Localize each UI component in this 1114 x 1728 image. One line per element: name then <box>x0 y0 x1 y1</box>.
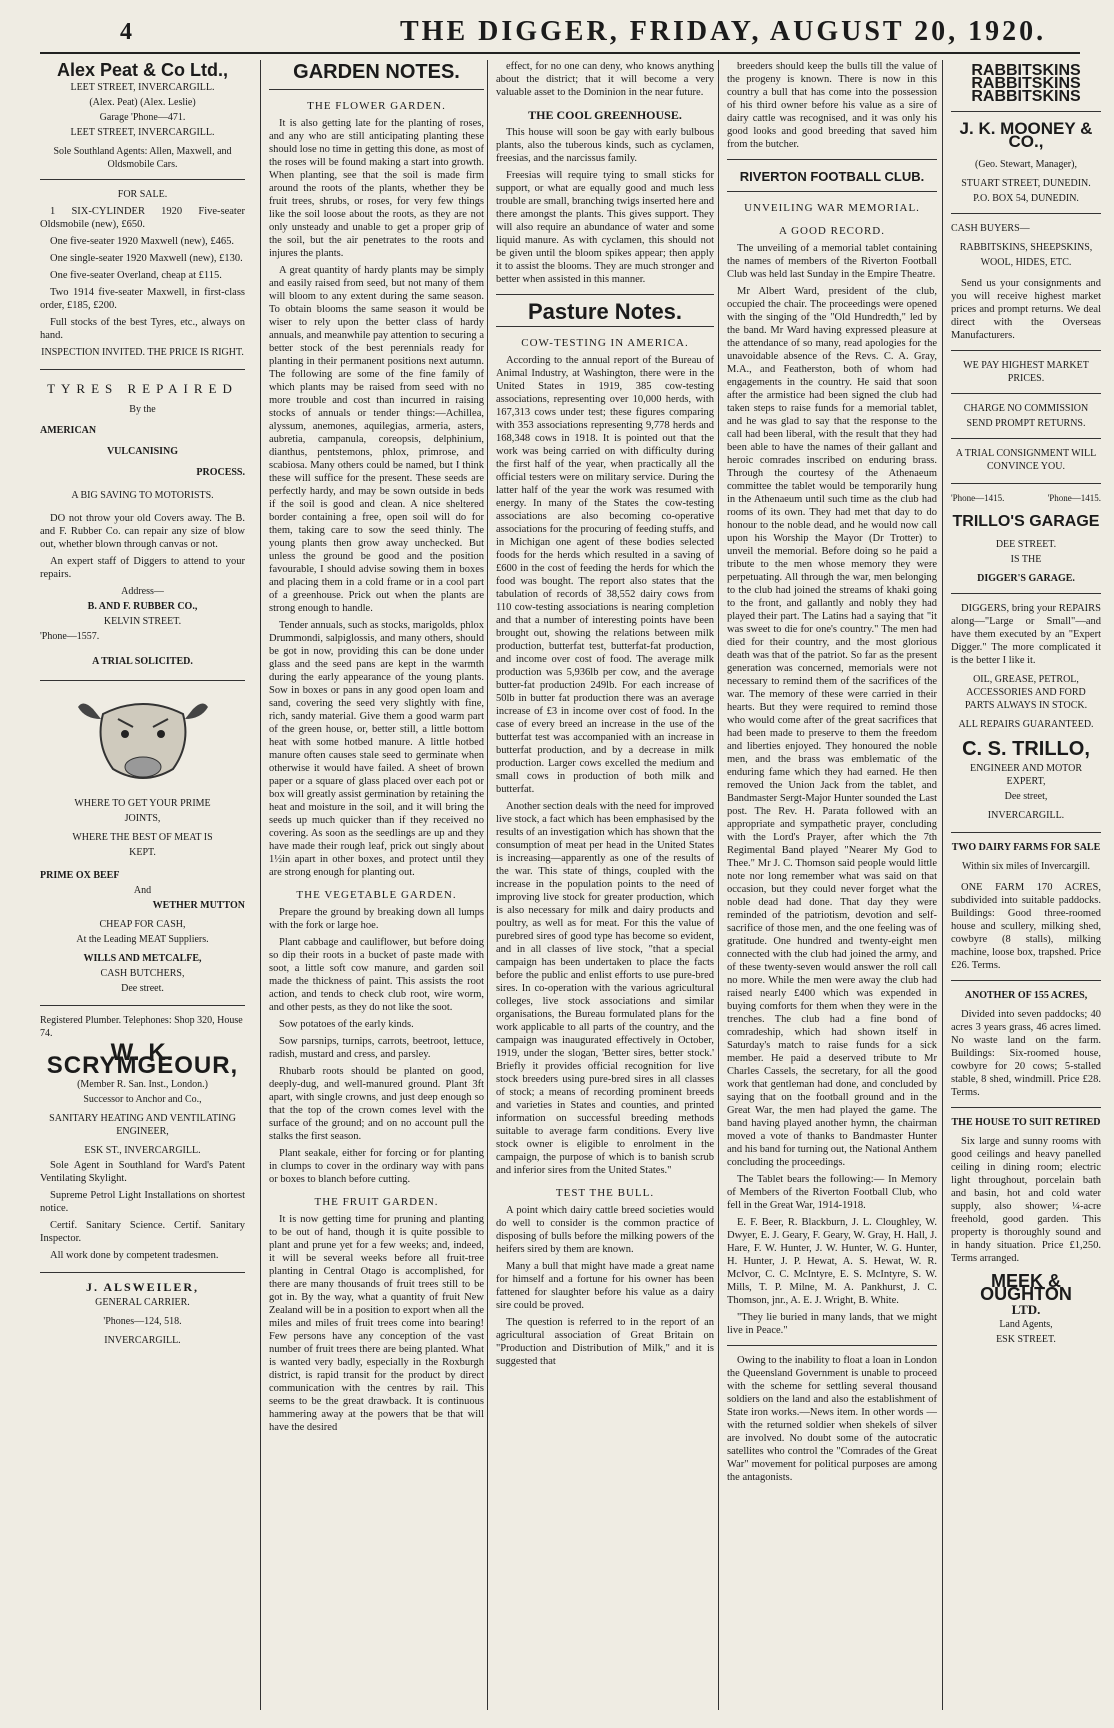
paragraph: Mr Albert Ward, president of the club, occupied the chair. The proceedings were opened with the singing of the "Old Hundredth," led by the band. Mr Ward having expressed pleasure at the attendance of so many, read apologies for the unavoidable absence of the Revs. C. A. Gray, M.A., and Featherston, both of whom had engagements in the country. He said that soon after the armistice had been signed the club had taken steps to raise funds for a memorial tablet, and he was glad to say that the response to the call had been liberal, with the result that they had been able to have the names of their gallant and heroic comrades inscribed on enduring brass. Through the courtesy of the Athenaeum committee the tablet would be temporarily hung in the Athenaeum until such time as the club had rooms of its own. They had met that day to do honour to the noble dead, and he would now call upon his Worship the Mayor (Dr Trotter) to unveil the memorial. Before doing so he paid a tribute to the men whose memory they were perpetuating. All through the war, men belonging to the club had joined the streams of khaki going to the front, and gallantly and nobly they had played their part. The Latins had a saying that "it was sweet to die for one's country." The men had died for their country, and the most glorious death was that of the patriot. So far as the present generation was concerned, memorials were not necessary to remind them of the sacrifices of the war. The memory of these were carried in their hearts. But they were required to remind those who would come after of the great sacrifices that had been made to preserve to them the freedom and liberties enjoyed. They honoured the noble men, and the brass was emblematic of the enduring fame which they had earned. He then removed the Union Jack from the tablet, and Bandmaster Sergt-Major Hunter sounded the Last post. The Rev. H. Parata followed with an appropriate and sympathetic prayer, concluding with the Lord's Prayer, after which the 7th Regimental Band played "Nearer My God to Thee." Mr J. C. Thomson said people would little note nor long remember what was said on that occasion, but they could never forget what the noble dead had done. That day they were reminded of the patriotism, devotion and self-sacrifice of those men, and the one feeling was of gratitude. One hundred and twenty-eight men connected with the club had joined the army, and of these twenty-seven would answer the roll call no more. While the men were away the club had raised nearly £400 which was expended in buying comforts for them when they were in the trenches. The club had a fine bond of comradeship, which had shown itself in Saturday's match to raise funds for a sick member. He paid a deserved tribute to Mr Charles Cassels, the secretary, for all the good work that gentleman had done, and concluded by saying that on the football ground and in the Great War, the men had played the game. The band having played another hymn, the chairman moved a vote of thanks to Bandmaster Hunter and his band for turning out, the National Anthem concluding the proceedings. <box>727 286 937 1168</box>
ad-line: Garage 'Phone—471. <box>99 112 186 123</box>
ad-line: (Alex. Peat) (Alex. Leslie) <box>89 97 196 108</box>
page-number: 4 <box>120 18 132 45</box>
ad-scrymgeour <box>40 1014 245 1262</box>
ad-line: DEE STREET. <box>995 539 1057 550</box>
ad-body: Certif. Sanitary Science. Certif. Sanitary Inspector. <box>40 1220 245 1244</box>
ad-line: CASH BUTCHERS, <box>100 968 185 979</box>
ad-body: DIGGERS, bring your REPAIRS along—"Large or Small"—and have them executed by an "Expert Digger." The more complicated it is the better I like it. <box>951 603 1101 666</box>
ad-line: CHARGE NO COMMISSION <box>963 403 1089 414</box>
ad-line: RABBITSKINS <box>971 62 1081 79</box>
sale-item: Two 1914 five-seater Maxwell, in first-class order, £185, £200. <box>40 287 245 311</box>
ad-line: Dee street, <box>1004 791 1048 802</box>
ad-line: INSPECTION INVITED. THE PRICE IS RIGHT. <box>41 347 244 358</box>
ad-line: 'Phone—1415. <box>951 493 1005 503</box>
subheading: TEST THE BULL. <box>555 1187 655 1199</box>
ad-line: GENERAL CARRIER. <box>95 1297 190 1308</box>
paragraph: Many a bull that might have made a great name for himself and a fortune for his owner has been fattened for slaughter before his value as a dairy sire could be proved. <box>496 1261 714 1311</box>
subheading: THE FRUIT GARDEN. <box>314 1196 439 1208</box>
ad-body: All work done by competent tradesmen. <box>50 1250 219 1261</box>
ad-line: WHERE THE BEST OF MEAT IS <box>72 832 213 843</box>
sale-item: 1 SIX-CYLINDER 1920 Five-seater Oldsmobile (new), £650. <box>40 206 245 230</box>
paragraph: "They lie buried in many lands, that we might live in Peace." <box>727 1312 937 1336</box>
ad-line: WE PAY HIGHEST MARKET PRICES. <box>963 360 1089 384</box>
ad-line: OIL, GREASE, PETROL, ACCESSORIES AND FORD PARTS ALWAYS IN STOCK. <box>964 674 1088 711</box>
ad-line: LEET STREET, INVERCARGILL. <box>70 127 215 138</box>
ad-line: LTD. <box>1011 1302 1041 1317</box>
paragraph: Plant seakale, either for forcing or for planting in clumps to cover in the ordinary way with pans or boxes to blanch before cutting. <box>269 1148 484 1185</box>
ad-line: A TRIAL CONSIGNMENT WILL CONVINCE YOU. <box>955 448 1097 472</box>
subheading: A GOOD RECORD. <box>779 225 885 237</box>
ad-line: (Geo. Stewart, Manager), <box>975 159 1077 170</box>
ad-line: And <box>133 885 152 896</box>
ad-title: Alex Peat & Co Ltd., <box>56 60 229 80</box>
paragraph: Freesias will require tying to small sticks for support, or what are equally good and much less trouble are small, branching twigs inserted here and there amongst the plants. This gives support. They will also require an abundance of water and some liquid manure. As with cyclamen, this should not be given until the bloom spikes appear; then apply it to assist the blooms. They are much stronger and better when assisted in this manner. <box>496 170 714 285</box>
ad-line: Sole Southland Agents: Allen, Maxwell, and Oldsmobile Cars. <box>53 146 232 170</box>
ox-head-icon <box>73 689 213 789</box>
ad-body: Sole Agent in Southland for Ward's Patent Ventilating Skylight. <box>40 1160 245 1184</box>
subheading: THE FLOWER GARDEN. <box>307 100 446 112</box>
ad-line: VULCANISING <box>106 446 179 457</box>
ad-alsweiler <box>40 1281 245 1347</box>
paragraph: A point which dairy cattle breed societies would do well to consider is the common practice of disposing of bulls before the milking powers of the heifers sired by them are known. <box>496 1205 714 1255</box>
paragraph: Sow parsnips, turnips, carrots, beetroot, lettuce, radish, mustard and cress, and parsley. <box>269 1036 484 1060</box>
ad-line: WILLS AND METCALFE, <box>83 953 202 964</box>
ad-line: KELVIN STREET. <box>103 616 182 627</box>
ad-line: WOOL, HIDES, ETC. <box>980 257 1072 268</box>
ad-line: Dee street. <box>121 983 164 994</box>
paragraph: The unveiling of a memorial tablet containing the names of members of the Riverton Football Club was held last Sunday in the Empire Theatre. <box>727 243 937 280</box>
ad-line: JOINTS, <box>124 813 161 824</box>
ad-line: Land Agents, <box>999 1319 1053 1330</box>
paragraph: The question is referred to in the report of an agricultural association of Great Britain on "Production and Distribution of Milk," and it is suggested that <box>496 1317 714 1367</box>
ad-line: Within six miles of Invercargill. <box>962 861 1090 872</box>
paragraph: Another section deals with the need for improved live stock, a fact which has been emphasised by the results of an investigation which has shown that the consumption of meat per head in the United States is increasing—apparently as one of the results of the war. This state of things, coupled with the increase in the population points to the need of improving live stock for greater production, which is also necessary for milk and dairy products and poultry, as well as for meat. For this the value of purebred sires of good type has become so evident, and in all classes of live stock, "that a special campaign has been undertaken to place the facts before the public and enlist efforts to use pure-bred sires. In co-operation with the various agricultural colleges, live stock associations and similar organisations, the Bureau formulated plans for the work applicable to all parts of the country, and the campaign was inaugurated effectively in October, 1919, under the slogan, 'Better sires, better stock.' Briefly it provides official recognition for live stock breeders using pure-bred sires in all classes of stock; a means of recording prominent breeds and varieties in States and counties, and printed information on successful breeding methods suitable to average farm conditions. Every live stock owner is eligible to enrolment in the campaign, the purpose of which is to banish scrub and inferior sires from the United States." <box>496 801 714 1176</box>
ad-title: W. K. SCRYMGEOUR, <box>46 1039 239 1079</box>
paragraph: It is also getting late for the planting of roses, and any who are still anticipating planting these should lose no time in getting this done, as most of the roses will be found making a start into growth. When planting, see that the soil is made firm around the roots of the plants, whether they be fruit trees, shrubs, or roses, for very few things like the soil loose about the roots, as they are not only unsteady and unable to get a proper grip of the soil, but the air penetrates to the roots and injures the plants. <box>269 118 484 259</box>
ad-butchers <box>40 689 245 995</box>
ad-line: FOR SALE. <box>117 189 168 200</box>
ad-line: THE HOUSE TO SUIT RETIRED <box>951 1117 1101 1128</box>
ad-line: At the Leading MEAT Suppliers. <box>76 934 209 945</box>
ad-title: C. S. TRILLO, <box>962 738 1090 760</box>
ad-line: PROCESS. <box>196 467 245 478</box>
paragraph: Rhubarb roots should be planted on good, deeply-dug, and well-manured ground. Plant 3ft apart, with single crowns, and just deep enough so that the top of the crown comes level with the surface of the ground; and on no account pull the stalks the first season. <box>269 1066 484 1142</box>
subheading: THE COOL GREENHOUSE. <box>528 108 682 122</box>
paragraph: effect, for no one can deny, who knows anything about the district; that it will become a very valuable asset to the Dominion in the near future. <box>496 61 714 98</box>
ad-line: STUART STREET, DUNEDIN. <box>961 178 1091 189</box>
ad-line: SANITARY HEATING AND VENTILATING ENGINEER, <box>49 1113 236 1137</box>
ad-line: A BIG SAVING TO MOTORISTS. <box>71 490 214 501</box>
paragraph: Tender annuals, such as stocks, marigolds, phlox Drummondi, salpiglossis, and many others, should be got in now, providing this can be done under glass and the seed pans are kept in the warmth during the early appearance of the young plants. Sow in boxes or pans in any good open loam and sand, covering the seed very slightly with fine, rich, sandy material. Give them a good warm part of the green house, or, better still, a little bottom heat with some hotbed manure. A little hotbed manure often causes stale seed to germinate when otherwise it would have failed. A sheet of brown paper or a square of glass placed over each pot or box will greatly assist germination by retaining the heat and moisture in the soil, and it will bring the seeds up much quicker than if they received no covering. As soon as the seedlings are up and they have made their rough leaf, prick out singly about 1½in apart in other boxes, and protect until they are strong enough for planting out. <box>269 620 484 878</box>
ad-line: DIGGER'S GARAGE. <box>977 573 1075 584</box>
paragraph: breeders should keep the bulls till the value of the progeny is known. There is now in this country a bull that has come into the possession of his third owner before his value as a sire of dairy cattle was recognised, and it was only his good looks and good breeding that saved him from the butcher. <box>727 61 937 150</box>
ad-line: By the <box>129 404 156 415</box>
paragraph: E. F. Beer, R. Blackburn, J. L. Cloughley, W. Dwyer, E. J. Geary, F. Geary, W. Gray, H. Hall, J. Hare, F. W. Hunter, J. W. Hunter, W. G. Hunter, H. Hunter, J. P. Hewat, A. S. Hewat, W. R. McIvor, C. C. McIntyre, E. S. McIntyre, S. W. Mills, T. P. Milne, M. A. Pankhurst, J. C. Thomson, jnr., A. E. J. Wright, B. White. <box>727 1217 937 1306</box>
section-title: Pasture Notes. <box>527 299 683 324</box>
column-2 <box>260 60 484 1710</box>
ad-line: ESK STREET. <box>996 1334 1056 1345</box>
ad-body: Send us your consignments and you will receive highest market prices and prompt returns. We deal direct with the Overseas Manufacturers. <box>951 278 1101 341</box>
ad-line: WETHER MUTTON <box>152 900 245 911</box>
ad-line: 'Phone—1557. <box>40 631 100 642</box>
section-title: GARDEN NOTES. <box>293 61 460 83</box>
paragraph: According to the annual report of the Bureau of Animal Industry, at Washington, there were in the United States in 1919, 385 cow-testing associations, representing over 10,000 herds, with 167,313 cows under test; these figures comparing with 353 associations representing 9,778 herds and 168,348 cows in 1918. It is pointed out that the work was being carried on with difficulty during the first half of the year, when practically all the official testers were on military service. During the latter half of the year the work was resumed with energy. In many of the States the cow-testing associations are also becoming co-operative associations for the procuring of feeding stuffs, and in Michigan one agent of these bodies selected foods for the herds which resulted in a saving of £600 in the cost of feeding the herds for which the food was bought. The report also states that the tabulation of records of 38,552 dairy cows from 110 cow-testing associations is nearing completion and that a number of interesting points have been brought out, showing the relations between milk production, butterfat test, butterfat-fat production, and income over cost of food. The average milk production was 5,936lb per cow, and the average butter-fat production 249lb. For each increase of 50lb in butter fat production there was an average increase of £3 in income over cost of food. In the case of every breed an increase in the use of the butterfat test was accompanied with an increase in butterfat production, and by a decrease in milk production. Larger cows excelled the medium and small cows in production of both milk and butterfat. <box>496 355 714 795</box>
ad-line: ENGINEER AND MOTOR EXPERT, <box>969 763 1083 787</box>
sale-item: One five-seater 1920 Maxwell (new), £465. <box>50 236 234 247</box>
ad-line: KEPT. <box>129 847 156 858</box>
paragraph: Plant cabbage and cauliflower, but before doing so dip their roots in a bucket of paste made with soot, a little soft cow manure, and garden soil made the thickness of paint. This assists the root action, and tends to check club root, wire worm, and other pests, as they do not like the soot. <box>269 937 484 1013</box>
column-1 <box>40 60 245 1710</box>
ad-title: J. K. MOONEY & CO., <box>959 119 1093 151</box>
ad-body: An expert staff of Diggers to attend to your repairs. <box>40 556 245 580</box>
sale-item: One five-seater Overland, cheap at £115. <box>50 270 222 281</box>
subheading: THE VEGETABLE GARDEN. <box>296 889 457 901</box>
masthead <box>40 12 1080 54</box>
ad-body: Six large and sunny rooms with good ceilings and heavy panelled ceiling in dining room; electric light throughout, porcelain bath and basin, hot and cold water supply, also shower; ¼-acre freehold, good garden. This property is thoroughly sound and in handy situation. Price £1,250. Terms arranged. <box>951 1136 1101 1264</box>
paragraph: Sow potatoes of the early kinds. <box>279 1019 414 1030</box>
ad-body: ONE FARM 170 ACRES, subdivided into suitable paddocks. Buildings: Good three-roomed house and scullery, milking shed, cowbyre (8 stalls), milking machine, loose box, trapshed. Price £26. Terms. <box>951 882 1101 971</box>
ad-line: TYRES REPAIRED <box>47 381 238 396</box>
column-4 <box>718 60 937 1710</box>
ad-body: DO not throw your old Covers away. The B. and F. Rubber Co. can repair any size of blow out, whether blown through canvas or not. <box>40 513 245 550</box>
paragraph: It is now getting time for pruning and planting to be out of hand, though it is quite possible to plant and prune yet for a few weeks; and, indeed, it will be several weeks before all fruit-tree planting in Central Otago is accomplished, for there are many thousands of fruit trees still to be got in. By the way, what a quantity of fruit New Zealand will be in a position to export when all the miles and miles of fruit trees come into bearing! Few persons have any conception of the vast number of fruit trees there are being planted. What is wanted very badly, especially in the Roxburgh district, is rapid transit for the product by direct communication with the centres by rail. This seems to be the great drawback. It is continuous hammering away at the powers that be that will have the desired <box>269 1214 484 1433</box>
ad-trillo <box>951 492 1101 822</box>
ad-body: Divided into seven paddocks; 40 acres 3 years grass, 46 acres limed. No waste land on the farm. Buildings: Six-roomed house, cowbyre for 20 cows; 5-stalled stable, 8 shed, windmill. Price £28. Terms. <box>951 1009 1101 1098</box>
ad-tyres <box>40 382 245 668</box>
ad-line: LEET STREET, INVERCARGILL. <box>70 82 215 93</box>
ad-line: ANOTHER OF 155 ACRES, <box>964 990 1088 1001</box>
ad-line: INVERCARGILL. <box>987 810 1065 821</box>
sale-item: One single-seater 1920 Maxwell (new), £130. <box>50 253 243 264</box>
ad-line: SEND PROMPT RETURNS. <box>966 418 1086 429</box>
ad-line: RABBITSKINS <box>971 88 1081 105</box>
section-title: RIVERTON FOOTBALL CLUB. <box>739 169 925 184</box>
ad-line: ESK ST., INVERCARGILL. <box>84 1145 201 1156</box>
column-5 <box>942 60 1101 1710</box>
ad-line: RABBITSKINS <box>971 75 1081 92</box>
paragraph: Owing to the inability to float a loan in London the Queensland Government is unable to proceed with the scheme for settling several thousand soldiers on the land and also the establishment of State iron works.—News item. In other words — with the returned soldier when shekels of silver are involved. No doubt some of the autocratic satellites who control the "Comrades of the Great War" movement for political purposes are among the antagonists. <box>727 1355 937 1483</box>
ad-body: Supreme Petrol Light Installations on shortest notice. <box>40 1190 245 1214</box>
ad-line: A TRIAL SOLICITED. <box>92 656 193 667</box>
ad-line: ALL REPAIRS GUARANTEED. <box>958 719 1094 730</box>
paragraph: Prepare the ground by breaking down all lumps with the fork or large hoe. <box>269 907 484 931</box>
paragraph: A great quantity of hardy plants may be simply and easily raised from seed, but not many of them will bloom to any extent during the same season. To obtain blooms the same season it would be wiser to rely upon the better class of hardy annuals, and meanwhile pay attention to securing a better stock of the best perennials ready for planting in their permanent positions next autumn. The following are some of the fine family of which plants may be raised from seed with no more trouble and cost than incurred in raising stocks of annuals or tender things:—Achillea, alyssum, anemones, aquilegias, armeria, asters, aubretia, campanula, coreopsis, delphinium, dianthus, pentstemons, phlox, primrose, and scabiosa. Many others could be named, but I think these will suffice for the present. These seeds are perfectly hardy, and may be sown outside in beds if the soil is good and clean. A nice sheltered border containing a free, open soil will do for them, taking care to sow the seed thinly. The young plants then grow away unchecked. But unless the ground be good and the position favourable, I should advise sowing them in boxes and placing them in a cold frame or in a cool part of a greenhouse. Prick out when the plants are strong enough to handle. <box>269 265 484 614</box>
sale-item: Full stocks of the best Tyres, etc., always on hand. <box>40 317 245 341</box>
ad-line: IS THE <box>1010 554 1042 565</box>
ad-line: AMERICAN <box>40 425 97 436</box>
ad-title: TWO DAIRY FARMS FOR SALE <box>951 842 1101 853</box>
ad-title: MEEK & OUGHTON <box>980 1271 1072 1304</box>
ad-title: TRILLO'S GARAGE <box>952 513 1100 530</box>
paragraph: The Tablet bears the following:— In Memory of Members of the Riverton Football Club, who fell in the Great War, 1914-1918. <box>727 1174 937 1211</box>
subheading: COW-TESTING IN AMERICA. <box>521 337 689 349</box>
ad-line: Registered Plumber. Telephones: Shop 320, House 74. <box>40 1015 243 1039</box>
ad-line: 'Phones—124, 518. <box>103 1316 182 1327</box>
ad-line: 'Phone—1415. <box>1047 493 1101 503</box>
ad-line: WHERE TO GET YOUR PRIME <box>74 798 211 809</box>
ad-alex-peat <box>40 60 245 359</box>
ad-title: J. ALSWEILER, <box>85 1280 200 1294</box>
masthead-title: THE DIGGER, FRIDAY, AUGUST 20, 1920. <box>400 16 1047 47</box>
ad-mooney <box>951 64 1101 473</box>
ad-line: INVERCARGILL. <box>104 1335 181 1346</box>
ad-dairy-farms <box>951 841 1101 1346</box>
paragraph: This house will soon be gay with early bulbous plants, also the tuberous kinds, such as cyclamen, freesias, and the narcissus family. <box>496 127 714 164</box>
ad-line: CASH BUYERS— <box>951 223 1030 234</box>
ad-line: Address— <box>121 586 164 597</box>
ad-line: CHEAP FOR CASH, <box>99 919 186 930</box>
ad-line: B. AND F. RUBBER CO., <box>87 601 198 612</box>
ad-line: Successor to Anchor and Co., <box>83 1094 202 1105</box>
column-3 <box>487 60 714 1710</box>
ad-line: (Member R. San. Inst., London.) <box>77 1079 208 1090</box>
ad-line: RABBITSKINS, SHEEPSKINS, <box>959 242 1093 253</box>
ad-line: PRIME OX BEEF <box>40 870 120 881</box>
subheading: UNVEILING WAR MEMORIAL. <box>744 202 920 214</box>
ad-line: P.O. BOX 54, DUNEDIN. <box>973 193 1079 204</box>
